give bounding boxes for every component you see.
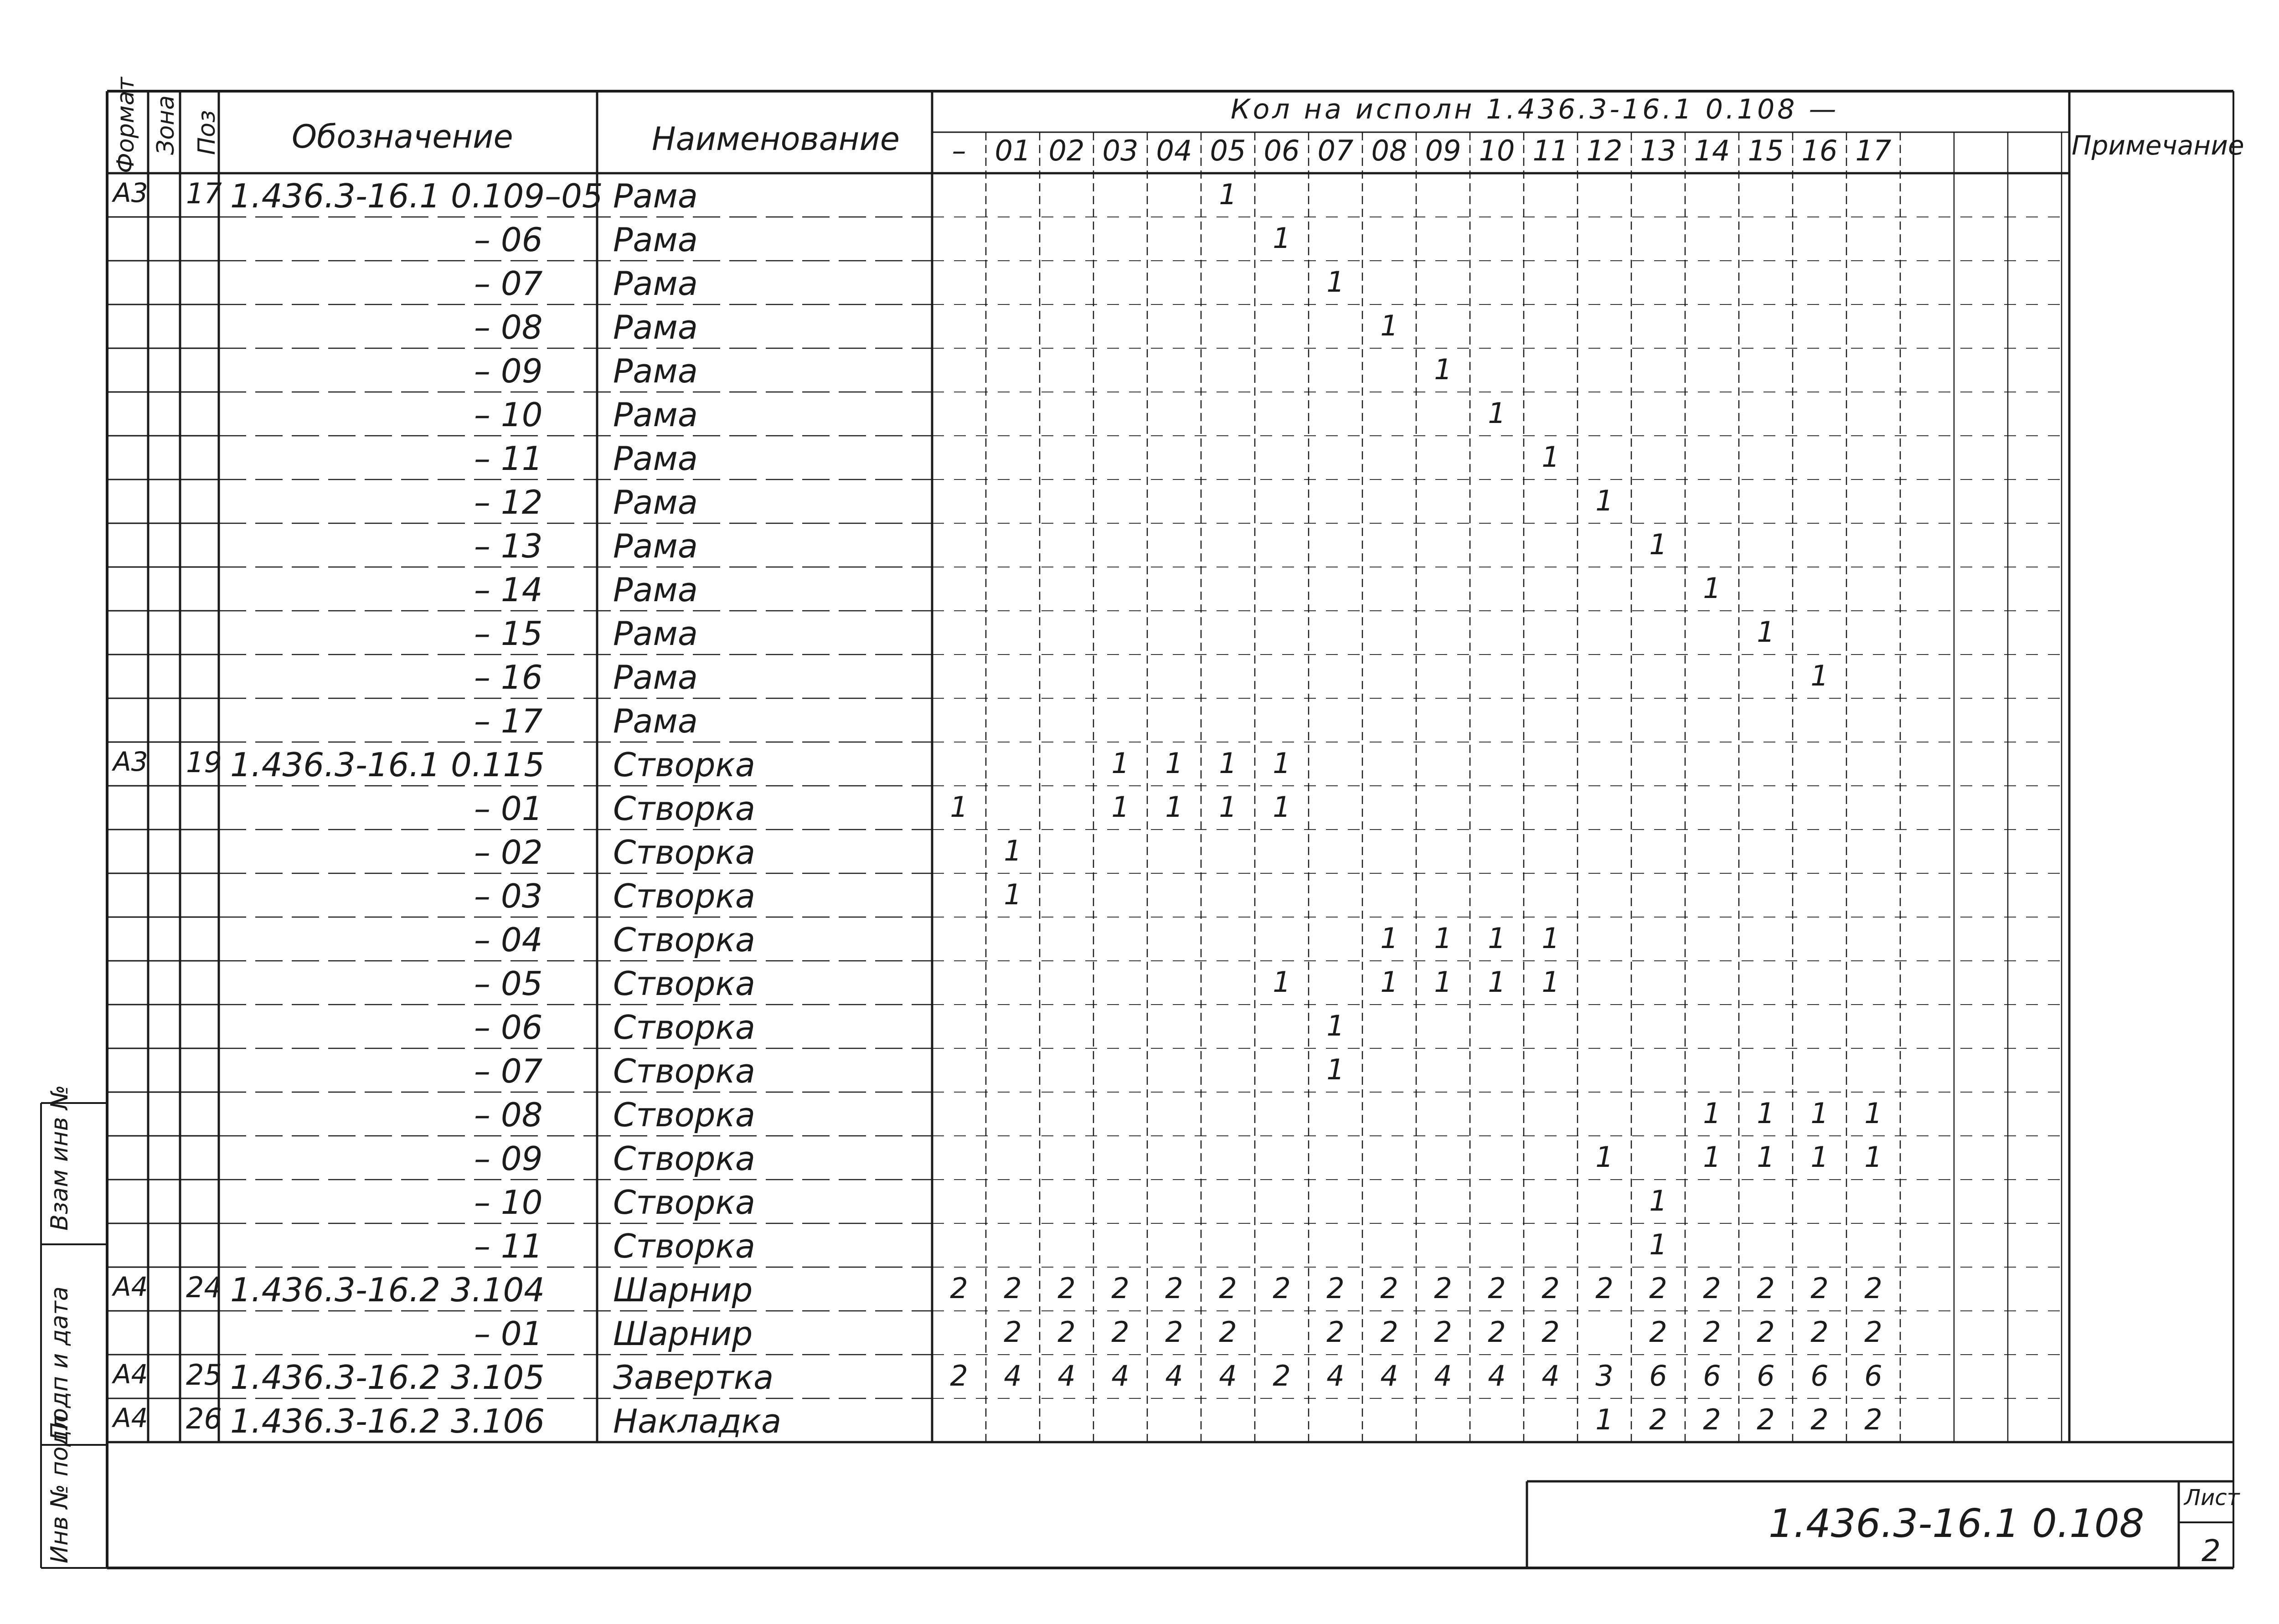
row-designation: – 03 xyxy=(474,877,543,915)
quantity-cell: 1 xyxy=(1595,1140,1614,1174)
quantity-cell: 6 xyxy=(1703,1359,1721,1392)
quantity-cell: 1 xyxy=(1380,309,1398,342)
quantity-cell: 1 xyxy=(1810,659,1829,692)
row-designation: – 16 xyxy=(474,658,543,696)
quantity-cell: 2 xyxy=(1434,1315,1452,1349)
quantity-cell: 2 xyxy=(1111,1272,1129,1305)
row-name: Рама xyxy=(613,483,698,521)
variant-header: 10 xyxy=(1479,134,1515,167)
quantity-cell: 2 xyxy=(1864,1315,1882,1349)
quantity-cell: 4 xyxy=(1004,1359,1022,1392)
row-designation: – 08 xyxy=(474,1096,543,1134)
quantity-cell: 1 xyxy=(1595,484,1614,517)
quantity-cell: 1 xyxy=(1165,747,1183,780)
quantity-cell: 2 xyxy=(1595,1272,1614,1305)
row-position: 24 xyxy=(186,1271,222,1304)
quantity-cell: 2 xyxy=(1703,1272,1721,1305)
variant-header: 01 xyxy=(995,134,1031,167)
row-position: 17 xyxy=(186,177,222,210)
variant-header: 16 xyxy=(1801,134,1838,167)
quantity-cell: 1 xyxy=(1542,440,1560,474)
row-designation: 1.436.3-16.1 0.109–05 xyxy=(230,177,603,215)
row-designation: 1.436.3-16.2 3.105 xyxy=(230,1358,545,1397)
variant-header: 12 xyxy=(1586,134,1623,167)
quantity-cell: 1 xyxy=(1111,790,1129,824)
side-label-signature-date: Подп и дата xyxy=(46,1286,73,1440)
row-position: 19 xyxy=(186,746,222,779)
quantity-cell: 2 xyxy=(1542,1315,1560,1349)
quantity-cell: 1 xyxy=(1273,790,1291,824)
quantity-cell: 1 xyxy=(1434,922,1452,955)
sheet-label: Лист xyxy=(2184,1485,2240,1511)
row-name: Створка xyxy=(613,877,756,915)
row-name: Рама xyxy=(613,396,698,434)
quantity-cell: 1 xyxy=(1649,1228,1667,1261)
quantity-cell: 1 xyxy=(1111,747,1129,780)
row-name: Створка xyxy=(613,833,756,871)
variant-header: – xyxy=(952,134,966,167)
row-name: Рама xyxy=(613,439,698,478)
quantity-cell: 2 xyxy=(1649,1315,1667,1349)
quantity-cell: 2 xyxy=(1649,1403,1667,1436)
row-format: А3 xyxy=(113,177,148,208)
row-position: 25 xyxy=(186,1358,222,1392)
quantity-cell: 1 xyxy=(1757,1097,1775,1130)
quantity-cell: 1 xyxy=(1326,265,1345,299)
quantity-cell: 1 xyxy=(1810,1097,1829,1130)
row-designation: – 15 xyxy=(474,614,543,653)
variant-header: 17 xyxy=(1855,134,1892,167)
variant-header: 06 xyxy=(1263,134,1300,167)
row-format: А3 xyxy=(113,746,148,777)
quantity-cell: 1 xyxy=(1273,747,1291,780)
row-name: Створка xyxy=(613,789,756,828)
variant-header: 05 xyxy=(1210,134,1246,167)
side-label-original-inventory: Инв № подл xyxy=(46,1415,73,1563)
quantity-cell: 6 xyxy=(1649,1359,1667,1392)
quantity-cell: 4 xyxy=(1057,1359,1076,1392)
quantity-cell: 1 xyxy=(1004,834,1022,867)
header-position: Поз xyxy=(193,110,221,155)
row-name: Рама xyxy=(613,221,698,259)
quantity-cell: 2 xyxy=(1273,1359,1291,1392)
quantity-cell: 2 xyxy=(1004,1315,1022,1349)
quantity-cell: 6 xyxy=(1810,1359,1829,1392)
quantity-cell: 2 xyxy=(1757,1403,1775,1436)
header-designation: Обозначение xyxy=(292,118,513,155)
row-name: Створка xyxy=(613,1183,756,1222)
row-position: 26 xyxy=(186,1402,222,1435)
quantity-cell: 6 xyxy=(1864,1359,1882,1392)
row-designation: – 08 xyxy=(474,308,543,346)
header-note: Примечание xyxy=(2072,130,2244,161)
quantity-cell: 2 xyxy=(1273,1272,1291,1305)
quantity-cell: 1 xyxy=(950,790,968,824)
row-name: Рама xyxy=(613,527,698,565)
row-name: Створка xyxy=(613,921,756,959)
quantity-cell: 1 xyxy=(1165,790,1183,824)
quantity-cell: 1 xyxy=(1595,1403,1614,1436)
variant-header: 02 xyxy=(1048,134,1085,167)
row-designation: – 02 xyxy=(474,833,543,871)
row-name: Створка xyxy=(613,1139,756,1178)
header-zone: Зона xyxy=(152,95,180,155)
quantity-cell: 2 xyxy=(1864,1403,1882,1436)
quantity-cell: 2 xyxy=(1703,1403,1721,1436)
quantity-cell: 1 xyxy=(1326,1009,1345,1042)
quantity-cell: 2 xyxy=(1757,1272,1775,1305)
quantity-cell: 2 xyxy=(1703,1315,1721,1349)
variant-header: 11 xyxy=(1532,134,1569,167)
quantity-cell: 2 xyxy=(1057,1315,1076,1349)
row-designation: – 01 xyxy=(474,1315,543,1353)
quantity-cell: 4 xyxy=(1219,1359,1237,1392)
quantity-cell: 4 xyxy=(1165,1359,1183,1392)
quantity-cell: 1 xyxy=(1434,353,1452,386)
row-name: Рама xyxy=(613,614,698,653)
row-name: Шарнир xyxy=(613,1271,753,1309)
row-designation: – 10 xyxy=(474,396,543,434)
row-name: Рама xyxy=(613,308,698,346)
header-quantity-caption: Кол на исполн 1.436.3-16.1 0.108 — xyxy=(1231,93,1839,125)
row-name: Завертка xyxy=(613,1358,774,1397)
quantity-cell: 1 xyxy=(1219,747,1237,780)
row-designation: – 09 xyxy=(474,1139,543,1178)
row-designation: 1.436.3-16.1 0.115 xyxy=(230,746,545,784)
quantity-cell: 1 xyxy=(1703,1140,1721,1174)
quantity-cell: 2 xyxy=(1757,1315,1775,1349)
quantity-cell: 2 xyxy=(1165,1315,1183,1349)
quantity-cell: 4 xyxy=(1111,1359,1129,1392)
header-format: Формат xyxy=(112,77,139,173)
row-designation: – 05 xyxy=(474,964,543,1003)
sheet-number: 2 xyxy=(2202,1533,2221,1568)
quantity-cell: 1 xyxy=(1703,572,1721,605)
row-designation: – 14 xyxy=(474,571,543,609)
quantity-cell: 2 xyxy=(1488,1315,1506,1349)
row-name: Рама xyxy=(613,264,698,303)
quantity-cell: 2 xyxy=(950,1272,968,1305)
quantity-cell: 2 xyxy=(950,1359,968,1392)
variant-header: 08 xyxy=(1371,134,1408,167)
quantity-cell: 1 xyxy=(1380,922,1398,955)
row-name: Створка xyxy=(613,1096,756,1134)
row-name: Створка xyxy=(613,746,756,784)
quantity-cell: 4 xyxy=(1542,1359,1560,1392)
quantity-cell: 3 xyxy=(1595,1359,1614,1392)
quantity-cell: 2 xyxy=(1326,1315,1345,1349)
quantity-cell: 2 xyxy=(1542,1272,1560,1305)
quantity-cell: 6 xyxy=(1757,1359,1775,1392)
quantity-cell: 2 xyxy=(1488,1272,1506,1305)
quantity-cell: 1 xyxy=(1864,1097,1882,1130)
quantity-cell: 1 xyxy=(1542,922,1560,955)
quantity-cell: 1 xyxy=(1273,965,1291,999)
row-format: А4 xyxy=(113,1359,148,1390)
quantity-cell: 1 xyxy=(1757,615,1775,649)
quantity-cell: 1 xyxy=(1864,1140,1882,1174)
quantity-cell: 1 xyxy=(1488,922,1506,955)
quantity-cell: 4 xyxy=(1380,1359,1398,1392)
quantity-cell: 4 xyxy=(1434,1359,1452,1392)
side-label-replacement-inventory: Взам инв № xyxy=(46,1085,73,1231)
document-code: 1.436.3-16.1 0.108 xyxy=(1769,1501,2145,1547)
quantity-cell: 1 xyxy=(1757,1140,1775,1174)
variant-header: 03 xyxy=(1102,134,1139,167)
row-designation: – 07 xyxy=(474,264,543,303)
quantity-cell: 2 xyxy=(1380,1315,1398,1349)
quantity-cell: 2 xyxy=(1004,1272,1022,1305)
row-name: Рама xyxy=(613,702,698,740)
quantity-cell: 1 xyxy=(1542,965,1560,999)
quantity-cell: 2 xyxy=(1219,1315,1237,1349)
row-name: Створка xyxy=(613,1008,756,1047)
quantity-cell: 2 xyxy=(1649,1272,1667,1305)
row-name: Накладка xyxy=(613,1402,782,1440)
variant-header: 14 xyxy=(1694,134,1730,167)
variant-header: 13 xyxy=(1640,134,1676,167)
row-designation: – 06 xyxy=(474,221,543,259)
quantity-cell: 1 xyxy=(1488,397,1506,430)
row-name: Створка xyxy=(613,1227,756,1265)
row-name: Рама xyxy=(613,352,698,390)
quantity-cell: 1 xyxy=(1434,965,1452,999)
quantity-cell: 2 xyxy=(1219,1272,1237,1305)
row-designation: – 04 xyxy=(474,921,543,959)
row-designation: – 06 xyxy=(474,1008,543,1047)
row-name: Створка xyxy=(613,1052,756,1090)
quantity-cell: 2 xyxy=(1810,1403,1829,1436)
quantity-cell: 1 xyxy=(1326,1053,1345,1086)
quantity-cell: 2 xyxy=(1810,1315,1829,1349)
quantity-cell: 1 xyxy=(1273,222,1291,255)
quantity-cell: 2 xyxy=(1864,1272,1882,1305)
row-name: Рама xyxy=(613,658,698,696)
variant-header: 04 xyxy=(1156,134,1192,167)
quantity-cell: 1 xyxy=(1219,790,1237,824)
row-designation: – 11 xyxy=(474,439,543,478)
quantity-cell: 2 xyxy=(1326,1272,1345,1305)
row-name: Створка xyxy=(613,964,756,1003)
row-name: Рама xyxy=(613,571,698,609)
quantity-cell: 1 xyxy=(1703,1097,1721,1130)
row-designation: – 12 xyxy=(474,483,543,521)
quantity-cell: 2 xyxy=(1165,1272,1183,1305)
quantity-cell: 2 xyxy=(1380,1272,1398,1305)
quantity-cell: 4 xyxy=(1488,1359,1506,1392)
quantity-cell: 1 xyxy=(1810,1140,1829,1174)
quantity-cell: 2 xyxy=(1057,1272,1076,1305)
quantity-cell: 1 xyxy=(1380,965,1398,999)
quantity-cell: 1 xyxy=(1649,1184,1667,1217)
row-designation: – 17 xyxy=(474,702,543,740)
row-designation: 1.436.3-16.2 3.106 xyxy=(230,1402,545,1440)
variant-header: 09 xyxy=(1425,134,1461,167)
row-format: А4 xyxy=(113,1271,148,1302)
quantity-cell: 2 xyxy=(1810,1272,1829,1305)
row-name: Рама xyxy=(613,177,698,215)
row-designation: – 09 xyxy=(474,352,543,390)
quantity-cell: 2 xyxy=(1111,1315,1129,1349)
quantity-cell: 1 xyxy=(1219,178,1237,211)
row-name: Шарнир xyxy=(613,1315,753,1353)
row-designation: – 11 xyxy=(474,1227,543,1265)
row-designation: 1.436.3-16.2 3.104 xyxy=(230,1271,545,1309)
quantity-cell: 4 xyxy=(1326,1359,1345,1392)
quantity-cell: 2 xyxy=(1434,1272,1452,1305)
quantity-cell: 1 xyxy=(1649,528,1667,561)
row-designation: – 07 xyxy=(474,1052,543,1090)
quantity-cell: 1 xyxy=(1488,965,1506,999)
row-designation: – 10 xyxy=(474,1183,543,1222)
row-format: А4 xyxy=(113,1402,148,1433)
row-designation: – 13 xyxy=(474,527,543,565)
variant-header: 07 xyxy=(1317,134,1354,167)
variant-header: 15 xyxy=(1748,134,1784,167)
header-name: Наименование xyxy=(652,120,900,158)
quantity-cell: 1 xyxy=(1004,878,1022,911)
row-designation: – 01 xyxy=(474,789,543,828)
